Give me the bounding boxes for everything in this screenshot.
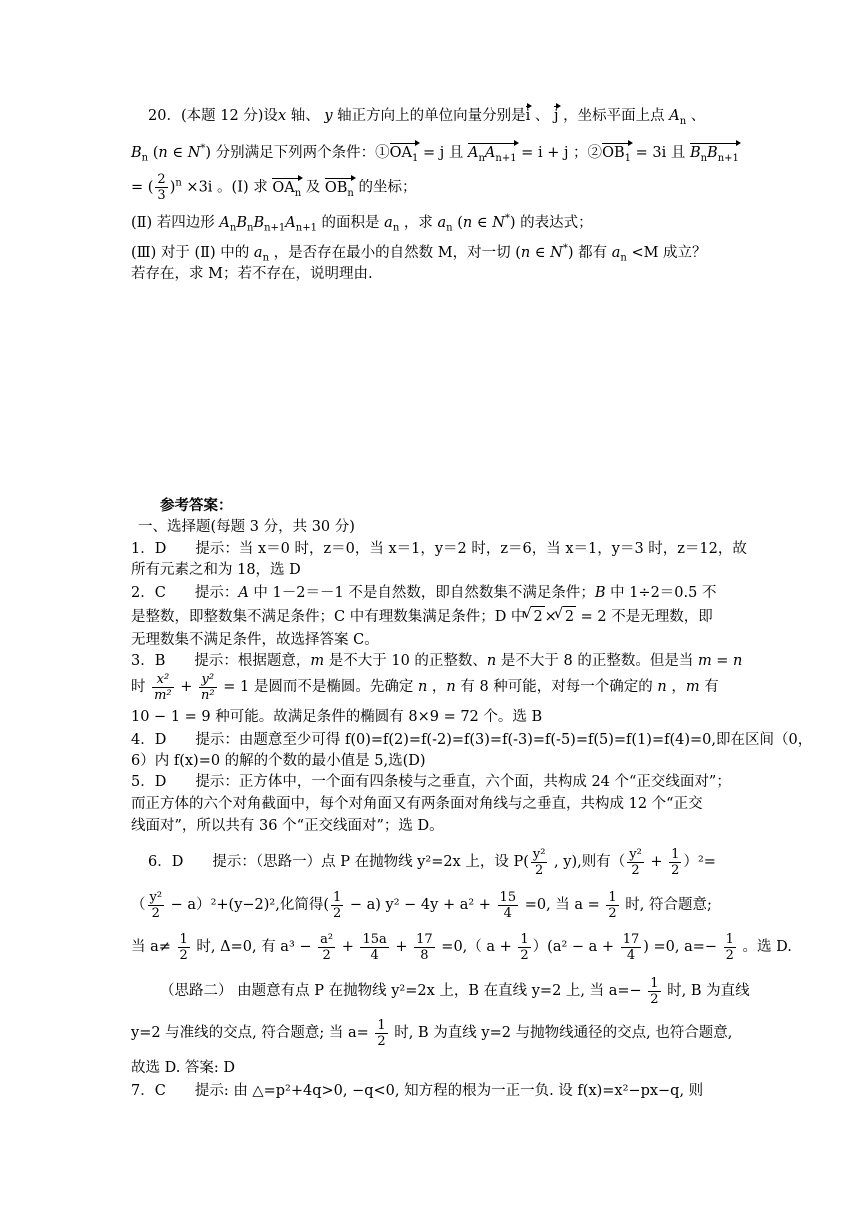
answer1-line1: 1．D 提示：当 x＝0 时，z＝0，当 x＝1，y＝2 时，z＝6，当 x＝1，y＝3 时，z＝12，故 — [131, 541, 747, 557]
answer4-line2: 6）内 f(x)=0 的解的个数的最小值是 5,选(D) — [131, 753, 426, 769]
problem20-line2: $B_n$ (n ∈ N*) 分别满足下列两个条件：$①OA_1 = j$ 且 $A_nA_{n+1} = i + j$ ；$②OB_1 = 3i$ 且 $B_nB_{n+1}$ — [131, 139, 731, 169]
answer7-line1: 7．C 提示: 由 △=p²+4q>0, −q<0, 知方程的根为一正一负. 设 f(x)=x²−px−q, 则 — [131, 1083, 704, 1099]
answer6-line4: （思路二） 由题意有点 P 在抛物线 y²=2x 上，B 在直线 y=2 上, 当 a=− $\frac{1}{2}$ 时, B 为直线 — [160, 975, 750, 1007]
problem20-part3: (Ⅲ) 对于 (Ⅱ) 中的 $a_n$ ，是否存在最小的自然数 M，对一切 (n ∈ N*) 都有 $a_n <M$ 成立？ — [131, 243, 707, 264]
answer6-line3: 当 a≠ $\frac{1}{2}$ 时, Δ=0, 有 a³ − $\frac{\text{a²}}{2}$ + $\frac{15a}{4}$ + $\frac{17}{8}$ =0,（ a + $\frac{1}{2}$ ）(a² − a + $\frac{17}{4}$ ) =0, a=− $\frac{1}{2}$ 。选 D. — [131, 931, 792, 963]
problem20-part3-cont: 若存在，求 M；若不存在，说明理由. — [131, 266, 373, 282]
section1-title: 一、选择题(每题 3 分，共 30 分) — [138, 519, 355, 535]
answer3-line1: 3．B 提示：根据题意，m 是不大于 10 的正整数、n 是不大于 8 的正整数。但是当 m = n — [131, 653, 743, 669]
answer5-line1: 5．D 提示：正方体中，一个面有四条棱与之垂直，六个面，共构成 24 个“正交线面对”； — [131, 774, 731, 790]
answer6-line6: 故选 D. 答案: D — [131, 1060, 236, 1076]
answers-heading: 参考答案： — [160, 497, 233, 514]
problem20-line1: 20．(本题 12 分)设x 轴、 y 轴正方向上的单位向量分别是i 、 j ，坐标平面上点 $A_n$ 、 — [148, 108, 706, 127]
answer3-line2: 时 $\frac{\text{x²}}{\text{m²}}$ + $\frac{\text{y²}}{\text{n²}}$ = 1 是圆而不是椭圆。先确定 n ，n 有 8 种可能，对每一个确定的 n ，m 有 — [131, 671, 719, 703]
answer2-line2: 是整数，即整数集不满足条件；C 中有理数集满足条件；D 中√ 2 ×√ 2 = 2 不是无理数，即 — [131, 606, 731, 627]
answer2-line1: 2．C 提示：A 中 1－2＝－1 不是自然数，即自然数集不满足条件；B 中 1÷2＝0.5 不 — [131, 585, 717, 601]
answer1-line2: 所有元素之和为 18，选 D — [131, 562, 301, 578]
answer5-line2: 而正方体的六个对角截面中，每个对角面又有两条面对角线与之垂直，共构成 12 个“正交 — [131, 796, 703, 812]
answer6-line1: 6．D 提示：（思路一）点 P 在抛物线 y²=2x 上，设 P( $\frac{\text{y²}}{2}$ , y),则有（ $\frac{\text{y²}}{2}$ + $\frac{1}{2}$ ）²= — [148, 846, 716, 878]
answer3-line3: 10 − 1 = 9 种可能。故满足条件的椭圆有 8×9 = 72 个。选 B — [131, 709, 543, 725]
answer5-line3: 线面对”，所以共有 36 个“正交线面对”；选 D。 — [131, 818, 444, 834]
problem20-part2: (Ⅱ) 若四边形 $A_nB_nB_{n+1}A_{n+1}$ 的面积是 $a_n$ ，求 $a_n$ (n ∈ N*) 的表达式； — [131, 213, 593, 234]
answer6-line5: y=2 与准线的交点, 符合题意; 当 a= $\frac{1}{2}$ 时, B 为直线 y=2 与抛物线通径的交点, 也符合题意, — [131, 1017, 733, 1049]
problem20-line3: = ( $\frac{2}{3}$ )$^n$ ×3i 。(Ⅰ) 求 $OA_n$ 及 $OB_n$ 的坐标； — [131, 172, 417, 203]
answer4-line1: 4．D 提示：由题意至少可得 f(0)=f(2)=f(-2)=f(3)=f(-3)=f(-5)=f(5)=f(1)=f(4)=0,即在区间（0， — [131, 732, 813, 748]
answer2-line3: 无理数集不满足条件，故选择答案 C。 — [131, 632, 379, 648]
fraction-two-thirds: $\frac{2}{3}$ — [157, 172, 166, 203]
answer6-line2: （ $\frac{\text{y²}}{2}$ − a）²+(y−2)²,化简得( $\frac{1}{2}$ − a) y² − 4y + a² + $\frac{15}{4}$ =0, 当 a = $\frac{1}{2}$ 时, 符合题意; — [131, 889, 712, 921]
